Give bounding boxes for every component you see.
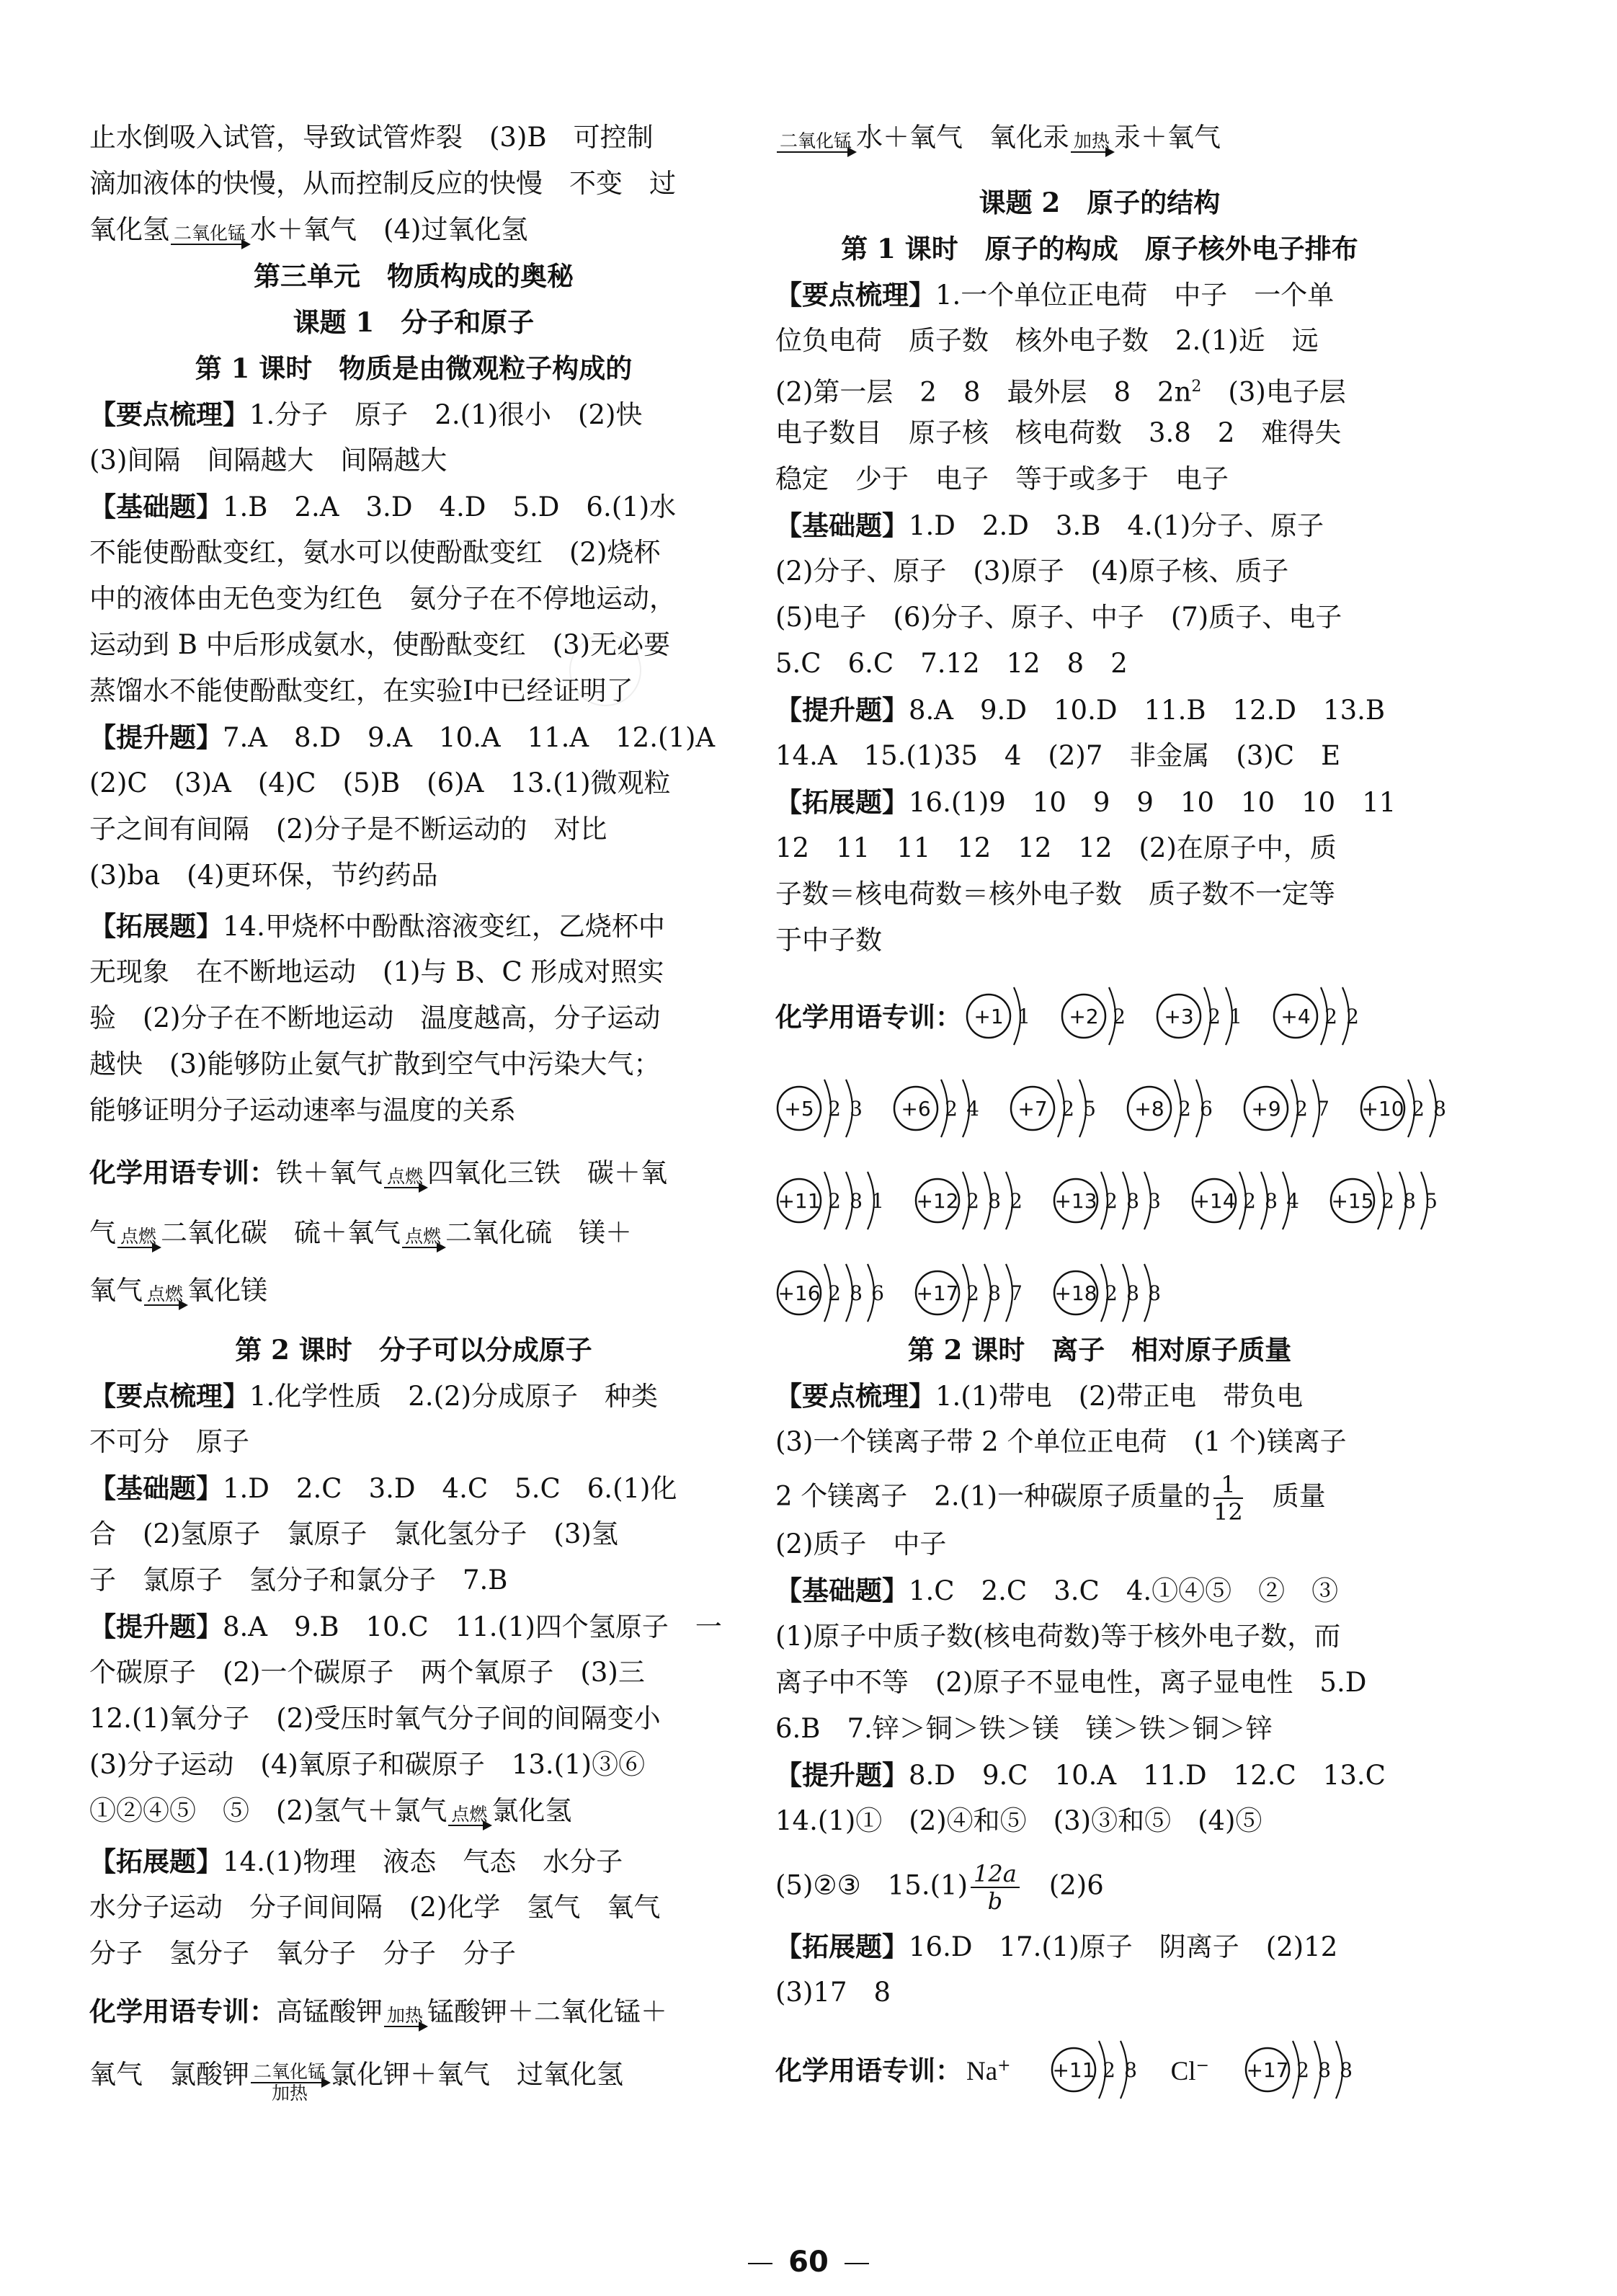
atom-diagram [775, 1071, 872, 1152]
atom-diagram [1272, 979, 1368, 1060]
equation-line: 氧气 氯酸钾 二氧化锰 加热 氯化钾＋氧气 过氧化氢 [89, 2059, 624, 2104]
svg-text:2: 2 [828, 1097, 841, 1121]
atom-structure-diagram [1359, 1071, 1456, 1146]
svg-text:+13: +13 [1054, 1189, 1097, 1213]
svg-text:8: 8 [1433, 1097, 1446, 1121]
svg-text:+11: +11 [778, 1189, 821, 1213]
atom-diagram [1009, 1071, 1105, 1152]
svg-text:+2: +2 [1069, 1005, 1099, 1028]
svg-text:2: 2 [1346, 1005, 1359, 1028]
chem-terms-line: 化学用语专训：铁＋氧气 点燃 四氧化三铁 碳＋氧 [89, 1157, 668, 1188]
svg-text:2: 2 [828, 1189, 841, 1213]
unit-title: 第三单元 物质构成的奥秘 [254, 260, 574, 292]
extension-questions: 【拓展题】16.D 17.(1)原子 阴离子 (2)12 [775, 1931, 1338, 1962]
basic-questions: 【基础题】1.C 2.C 3.C 4.①④⑤ ② ③ [775, 1575, 1339, 1606]
fraction: $\frac{12a}{b}$ [971, 1861, 1020, 1914]
text-line: 稳定 少于 电子 等于或多于 电子 [775, 463, 1229, 494]
atom-structure-diagram [1050, 2032, 1146, 2107]
atom-diagram [1190, 1163, 1309, 1245]
basic-questions: 【基础题】1.D 2.D 3.B 4.(1)分子、原子 [775, 510, 1324, 541]
equation-line: ①②④⑤ ⑤ (2)氢气＋氯气 点燃 氯化氢 [89, 1795, 572, 1826]
text-line: (2)第一层 2 8 最外层 8 $2n^2$ (3)电子层 [775, 376, 1346, 408]
atom-structure-diagram [1009, 1071, 1105, 1146]
svg-text:+8: +8 [1134, 1097, 1164, 1121]
atom-structure-diagram [1052, 1163, 1170, 1238]
svg-text:1: 1 [1229, 1005, 1242, 1028]
svg-text:8: 8 [1318, 2058, 1331, 2082]
atom-row: 化学用语专训： +1 1 +2 2 +3 2 1 +4 2 2 [775, 979, 1389, 1060]
text-line: (2)质子 中子 [775, 1529, 947, 1559]
svg-text:2: 2 [1243, 1189, 1256, 1213]
atom-row [775, 1071, 1476, 1152]
atom-structure-diagram [914, 1255, 1032, 1330]
atom-structure-diagram [1060, 979, 1135, 1054]
ion-row: 化学用语专训： Na+ +11 2 8 Cl− +17 2 8 8 [775, 2032, 1382, 2114]
svg-text:+15: +15 [1331, 1189, 1374, 1213]
svg-text:2: 2 [1061, 1097, 1074, 1121]
text-line: 离子中不等 (2)原子不显电性，离子显电性 5.D [775, 1667, 1367, 1698]
text-line: 中的液体由无色变为红色 氨分子在不停地运动， [89, 583, 676, 614]
svg-text:8: 8 [1126, 1281, 1139, 1305]
text-line: 12.(1)氧分子 (2)受压时氧气分子间的间隔变小 [89, 1703, 661, 1734]
chem-terms-line: 化学用语专训：高锰酸钾 加热 锰酸钾＋二氧化锰＋ [89, 1995, 668, 2027]
svg-text:1: 1 [1017, 1005, 1030, 1028]
svg-text:2: 2 [1105, 1189, 1118, 1213]
atom-structure-diagram [775, 1163, 894, 1238]
equation-line: 氧化氢 二氧化锰 水＋氧气 (4)过氧化氢 [89, 214, 528, 245]
text-line: 不可分 原子 [89, 1426, 249, 1457]
svg-text:+7: +7 [1017, 1097, 1048, 1121]
key-points: 【要点梳理】1.一个单位正电荷 中子 一个单 [775, 279, 1335, 311]
key-points: 【要点梳理】1.(1)带电 (2)带正电 带负电 [775, 1380, 1304, 1412]
svg-text:8: 8 [988, 1189, 1001, 1213]
text-line: 电子数目 原子核 核电荷数 3.8 2 难得失 [775, 417, 1342, 448]
svg-text:2: 2 [945, 1097, 958, 1121]
basic-questions: 【基础题】1.D 2.C 3.D 4.C 5.C 6.(1)化 [89, 1472, 677, 1504]
text-line: (3)ba (4)更环保，节约药品 [89, 860, 438, 891]
text-line: 6.B 7.锌＞铜＞铁＞镁 镁＞铁＞铜＞锌 [775, 1713, 1273, 1744]
text-line: 验 (2)分子在不断地运动 温度越高，分子运动 [89, 1002, 661, 1033]
atom-diagram [1126, 1071, 1222, 1152]
extension-questions: 【拓展题】16.(1)9 10 9 9 10 10 10 11 [775, 786, 1396, 818]
advanced-questions: 【提升题】8.A 9.D 10.D 11.B 12.D 13.B [775, 694, 1386, 726]
svg-text:2: 2 [1010, 1189, 1023, 1213]
svg-text:2: 2 [1102, 2058, 1115, 2082]
atom-structure-diagram [1155, 979, 1252, 1054]
svg-text:1: 1 [871, 1189, 884, 1213]
text-line: 子数＝核电荷数＝核外电子数 质子数不一定等 [775, 878, 1335, 909]
svg-text:2: 2 [966, 1281, 979, 1305]
key-points: 【要点梳理】1.化学性质 2.(2)分成原子 种类 [89, 1380, 659, 1412]
text-line: 2 个镁离子 2.(1)一种碳原子质量的 $\frac{1}{12}$ 质量 [775, 1471, 1326, 1526]
svg-text:+14: +14 [1193, 1189, 1236, 1213]
fraction: $\frac{1}{12}$ [1213, 1471, 1243, 1526]
page-number: 60 [0, 2246, 1617, 2279]
svg-text:8: 8 [1126, 1189, 1139, 1213]
equation-line: 氧气 点燃 氧化镁 [89, 1275, 268, 1306]
atom-structure-diagram [914, 1163, 1032, 1238]
text-line: (3)一个镁离子带 2 个单位正电荷 (1 个)镁离子 [775, 1426, 1347, 1457]
svg-text:4: 4 [1286, 1189, 1299, 1213]
atom-structure-diagram [1190, 1163, 1309, 1238]
svg-text:6: 6 [1200, 1097, 1213, 1121]
text-line: (2)C (3)A (4)C (5)B (6)A 13.(1)微观粒 [89, 767, 671, 798]
text-line: 个碳原子 (2)一个碳原子 两个氧原子 (3)三 [89, 1657, 645, 1688]
svg-text:5: 5 [1083, 1097, 1096, 1121]
atom-diagram [1329, 1163, 1447, 1245]
lesson-title: 第 2 课时 分子可以分成原子 [235, 1334, 592, 1366]
svg-text:+9: +9 [1251, 1097, 1281, 1121]
atom-diagram [775, 1255, 894, 1337]
atom-diagram [1242, 1071, 1339, 1152]
text-line: 止水倒吸入试管，导致试管炸裂 (3)B 可控制 [89, 122, 654, 153]
text-line: 能够证明分子运动速率与温度的关系 [89, 1095, 516, 1126]
atom-structure-diagram [1242, 1071, 1339, 1146]
svg-text:8: 8 [1265, 1189, 1278, 1213]
text-line: 子 氯原子 氢分子和氯分子 7.B [89, 1565, 508, 1596]
topic-title: 课题 1 分子和原子 [293, 306, 535, 338]
text-line: 14.(1)① (2)④和⑤ (3)③和⑤ (4)⑤ [775, 1805, 1262, 1836]
extension-questions: 【拓展题】14.(1)物理 液态 气态 水分子 [89, 1846, 623, 1877]
svg-text:+17: +17 [1246, 2058, 1289, 2082]
svg-text:+17: +17 [916, 1281, 959, 1305]
atom-diagram [1052, 1255, 1170, 1337]
svg-text:2: 2 [1412, 1097, 1425, 1121]
advanced-questions: 【提升题】7.A 8.D 9.A 10.A 11.A 12.(1)A [89, 721, 716, 753]
svg-text:7: 7 [1010, 1281, 1023, 1305]
atom-structure-diagram [775, 1071, 872, 1146]
atom-diagram [965, 979, 1040, 1060]
svg-text:2: 2 [1381, 1189, 1394, 1213]
text-line: (1)原子中质子数(核电荷数)等于核外电子数，而 [775, 1621, 1341, 1652]
svg-text:+4: +4 [1280, 1005, 1311, 1028]
atom-structure-diagram [1244, 2032, 1362, 2107]
text-line: (5)②③ 15.(1) $\frac{12a}{b}$ (2)6 [775, 1860, 1104, 1915]
svg-text:+16: +16 [778, 1281, 821, 1305]
atom-diagram [892, 1071, 989, 1152]
svg-text:8: 8 [1148, 1281, 1161, 1305]
equation-line: 气 点燃 二氧化碳 硫＋氧气 点燃 二氧化硫 镁＋ [89, 1217, 633, 1248]
svg-text:8: 8 [1403, 1189, 1416, 1213]
svg-text:2: 2 [1324, 1005, 1337, 1028]
text-line: (2)分子、原子 (3)原子 (4)原子核、质子 [775, 556, 1289, 587]
svg-text:+12: +12 [916, 1189, 959, 1213]
svg-text:2: 2 [1208, 1005, 1221, 1028]
text-line: 水分子运动 分子间间隔 (2)化学 氢气 氧气 [89, 1892, 661, 1923]
equation-line: 二氧化锰 水＋氧气 氧化汞 加热 汞＋氧气 [775, 121, 1221, 154]
svg-text:8: 8 [850, 1281, 863, 1305]
atom-structure-diagram [1052, 1255, 1170, 1330]
svg-text:+18: +18 [1054, 1281, 1097, 1305]
svg-text:8: 8 [1340, 2058, 1353, 2082]
text-line: 14.A 15.(1)35 4 (2)7 非金属 (3)C E [775, 740, 1341, 771]
text-line: 无现象 在不断地运动 (1)与 B、C 形成对照实 [89, 956, 664, 987]
text-line: 5.C 6.C 7.12 12 8 2 [775, 648, 1128, 679]
svg-text:+3: +3 [1164, 1005, 1194, 1028]
svg-text:4: 4 [966, 1097, 979, 1121]
svg-text:2: 2 [1178, 1097, 1191, 1121]
basic-questions: 【基础题】1.B 2.A 3.D 4.D 5.D 6.(1)水 [89, 491, 677, 522]
svg-text:3: 3 [850, 1097, 863, 1121]
text-line: 合 (2)氢原子 氯原子 氯化氢分子 (3)氢 [89, 1518, 618, 1549]
svg-text:+6: +6 [901, 1097, 931, 1121]
svg-text:+1: +1 [974, 1005, 1004, 1028]
svg-text:2: 2 [1113, 1005, 1126, 1028]
text-line: 蒸馏水不能使酚酞变红，在实验Ⅰ中已经证明了 [89, 675, 633, 706]
text-line: 子之间有间隔 (2)分子是不断运动的 对比 [89, 814, 607, 845]
svg-text:8: 8 [1123, 2058, 1137, 2082]
atom-structure-diagram [1272, 979, 1368, 1054]
svg-text:2: 2 [828, 1281, 841, 1305]
atom-structure-diagram [965, 979, 1040, 1054]
text-line: 不能使酚酞变红，氨水可以使酚酞变红 (2)烧杯 [89, 537, 661, 568]
text-line: (3)分子运动 (4)氧原子和碳原子 13.(1)③⑥ [89, 1749, 646, 1780]
lesson-title: 第 2 课时 离子 相对原子质量 [907, 1334, 1292, 1366]
key-points: 【要点梳理】1.分子 原子 2.(1)很小 (2)快 [89, 399, 643, 430]
atom-diagram [914, 1163, 1032, 1245]
svg-text:8: 8 [850, 1189, 863, 1213]
text-line: 于中子数 [775, 925, 882, 956]
topic-title: 课题 2 原子的结构 [979, 187, 1221, 218]
atom-diagram [1060, 979, 1135, 1060]
atom-diagram [775, 1163, 894, 1245]
text-line: (5)电子 (6)分子、原子、中子 (7)质子、电子 [775, 602, 1342, 633]
atom-row [775, 1255, 1190, 1337]
advanced-questions: 【提升题】8.A 9.B 10.C 11.(1)四个氢原子 一 [89, 1611, 722, 1642]
extension-questions: 【拓展题】14.甲烧杯中酚酞溶液变红，乙烧杯中 [89, 910, 665, 942]
svg-text:2: 2 [1105, 1281, 1118, 1305]
svg-text:7: 7 [1317, 1097, 1329, 1121]
atom-row [775, 1163, 1467, 1245]
lesson-title: 第 1 课时 原子的构成 原子核外电子排布 [841, 233, 1358, 264]
svg-text:2: 2 [966, 1189, 979, 1213]
text-line: 分子 氢分子 氧分子 分子 分子 [89, 1938, 516, 1969]
atom-structure-diagram [1329, 1163, 1447, 1238]
svg-text:3: 3 [1148, 1189, 1161, 1213]
svg-text:+11: +11 [1052, 2058, 1095, 2082]
atom-diagram [914, 1255, 1032, 1337]
atom-diagram [1155, 979, 1252, 1060]
svg-text:2: 2 [1296, 2058, 1309, 2082]
text-line: 越快 (3)能够防止氨气扩散到空气中污染大气； [89, 1049, 661, 1080]
text-line: 位负电荷 质子数 核外电子数 2.(1)近 远 [775, 325, 1319, 356]
text-line: 运动到 B 中后形成氨水，使酚酞变红 (3)无必要 [89, 629, 671, 660]
atom-structure-diagram [1126, 1071, 1222, 1146]
chloride-ion-diagram [1244, 2032, 1362, 2114]
svg-text:8: 8 [988, 1281, 1001, 1305]
svg-text:+5: +5 [784, 1097, 814, 1121]
text-line: 滴加液体的快慢，从而控制反应的快慢 不变 过 [89, 168, 676, 199]
lesson-title: 第 1 课时 物质是由微观粒子构成的 [195, 352, 633, 384]
text-line: (3)间隔 间隔越大 间隔越大 [89, 445, 447, 476]
svg-text:2: 2 [1295, 1097, 1308, 1121]
text-line: (3)17 8 [775, 1977, 891, 2008]
atom-structure-diagram [892, 1071, 989, 1146]
atom-diagram [1052, 1163, 1170, 1245]
svg-text:5: 5 [1425, 1189, 1438, 1213]
svg-text:+10: +10 [1361, 1097, 1404, 1121]
atom-structure-diagram [775, 1255, 894, 1330]
text-line: 12 11 11 12 12 12 (2)在原子中，质 [775, 832, 1337, 863]
advanced-questions: 【提升题】8.D 9.C 10.A 11.D 12.C 13.C [775, 1759, 1386, 1791]
svg-text:6: 6 [871, 1281, 884, 1305]
atom-diagram [1359, 1071, 1456, 1152]
sodium-ion-diagram [1050, 2032, 1146, 2114]
